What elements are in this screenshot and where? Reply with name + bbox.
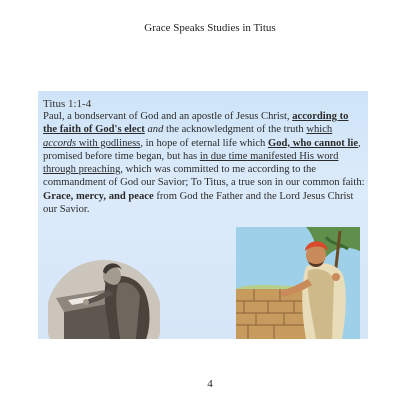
- scripture-text: [43, 110, 365, 216]
- scripture-segment: and: [147, 124, 164, 136]
- scripture-segment: Grace, mercy, and peace: [43, 190, 154, 202]
- scripture-segment: , in hope of eternal life which: [140, 137, 268, 149]
- scripture-segment: God, who cannot lie: [267, 137, 359, 149]
- apostle-writing-illustration: [48, 250, 160, 339]
- scripture-reference: Titus 1:1-4: [43, 98, 92, 110]
- scripture-segment: from God the Father and the Lord Jesus Christ our Savior.: [43, 190, 354, 216]
- scripture-panel: [38, 91, 368, 339]
- page-number: 4: [207, 378, 213, 390]
- scripture-segment: , which was committed to me according to the commandment of God our Savior; To Titus, a true son in our common faith:: [43, 164, 365, 189]
- man-with-staff-illustration: [236, 227, 360, 339]
- scripture-segment: according to the faith of God's elect: [43, 111, 349, 136]
- scripture-segment: which: [306, 124, 333, 136]
- scripture-segment: with godliness: [76, 137, 141, 149]
- page-header: Grace Speaks Studies in Titus: [144, 22, 276, 34]
- scripture-segment: Paul, a bondservant of God and an apostle of Jesus Christ,: [43, 111, 293, 122]
- scripture-segment: , promised before time began, but has: [43, 137, 361, 162]
- scripture-segment: in due time manifested His word through preaching: [43, 150, 339, 176]
- scripture-segment: the acknowledgment of the truth: [163, 124, 307, 136]
- scripture-segment: accords: [43, 137, 77, 149]
